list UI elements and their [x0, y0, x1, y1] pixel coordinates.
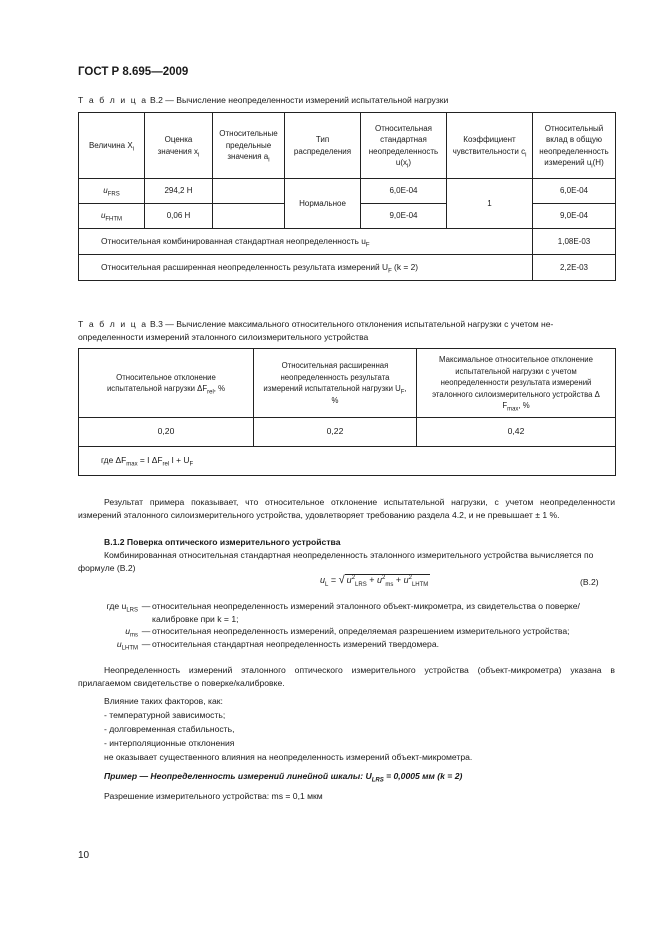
cell-quantity: $u_{FHTM}$: [79, 204, 145, 229]
cell-sens-coef: 1: [447, 179, 533, 229]
cell-rel-limits: [213, 204, 285, 229]
header-expanded-unc: Относительная расширенная неопределенность результата измерений испытательной нагрузки $U_F$, %: [254, 349, 417, 418]
factors-intro: Влияние таких факторов, как:: [104, 696, 223, 706]
table-b3-caption-line2: определенности измерений эталонного силоизмерительного устройства: [78, 332, 369, 342]
example-line: Пример — Неопределенность измерений линейной шкалы: $U_{LRS} = 0,0005$ мм (k = 2): [104, 771, 463, 784]
factor-item: - долговременная стабильность,: [104, 724, 235, 734]
table-row: [79, 179, 616, 204]
table-b3-note-row: [79, 447, 616, 476]
header-dist-type: Тип распределения: [285, 113, 361, 179]
table-row-expanded: [79, 255, 616, 281]
table-b3: [78, 348, 616, 476]
table-b2-caption-word: Т а б л и ц а: [78, 95, 148, 105]
cell-dist-type: Нормальное: [285, 179, 361, 229]
cell-rel-limits: [213, 179, 285, 204]
where-item: $u_{ms}$ — относительная неопределенность измерений, определяемая разрешением измерительного устройства;: [125, 626, 570, 639]
header-contribution: Относительный вклад в общую неопределенность измерений $u_i(H)$: [533, 113, 616, 179]
expanded-value: 2,2E-03: [533, 255, 616, 281]
micrometer-paragraph: Неопределенность измерений эталонного оптического измерительного устройства (объект-микрометра) указана в прилагаемом свидетельстве о поверке/калибровке.: [78, 665, 615, 688]
combined-intro: Комбинированная относительная стандартная неопределенность эталонного измерительного устройства вычисляется по формуле (В.2): [78, 550, 594, 573]
header-rel-deviation: Относительное отклонение испытательной нагрузки $\Delta F_{rel}$, %: [79, 349, 254, 418]
where-list: [78, 600, 618, 650]
table-b3-note: где $\Delta F_{max} = I$ $\Delta F_{rel}$ $I + U_F$: [79, 447, 616, 476]
factors-conclusion: не оказывает существенного влияния на неопределенность измерений объект-микрометра.: [104, 752, 473, 762]
cell-rel-deviation: 0,20: [79, 418, 254, 447]
section-heading: В.1.2 Поверка оптического измерительного устройства: [104, 537, 341, 547]
table-b2: [78, 112, 616, 281]
table-b2-header-row: [79, 113, 616, 179]
result-paragraph: Результат примера показывает, что относительное отклонение испытательной нагрузки, с учетом неопределенности измерений эталонного силоизмерительного устройства, удовлетворяет требованию раздела 4.2, и не превышает ± 1 %.: [78, 497, 615, 520]
combined-value: 1,08E-03: [533, 229, 616, 255]
cell-estimate: 0,06 Н: [145, 204, 213, 229]
header-estimate: Оценка значения $x_i$: [145, 113, 213, 179]
header-quantity: Величина $X_i$: [79, 113, 145, 179]
table-b2-caption-text: В.2 — Вычисление неопределенности измерений испытательной нагрузки: [147, 95, 449, 105]
cell-estimate: 294,2 Н: [145, 179, 213, 204]
combined-label: Относительная комбинированная стандартная неопределенность $u_F$: [79, 229, 533, 255]
expanded-label: Относительная расширенная неопределенность результата измерений $U_F$ (k = 2): [79, 255, 533, 281]
header-rel-limits: Относительные предельные значения $a_i$: [213, 113, 285, 179]
table-b3-header-row: [79, 349, 616, 418]
header-max-deviation: Максимальное относительное отклонение испытательной нагрузки с учетом неопределенности результата измерений эталонного силоизмерительного устройства Δ $F_{max}$, %: [417, 349, 616, 418]
standard-header: ГОСТ Р 8.695—2009: [78, 66, 189, 78]
table-row: [79, 418, 616, 447]
cell-contribution: 6,0E-04: [533, 179, 616, 204]
header-rel-std-unc: Относительная стандартная неопределенность $u(x_i)$: [361, 113, 447, 179]
table-row-combined: [79, 229, 616, 255]
cell-rel-std: 9,0E-04: [361, 204, 447, 229]
formula-number: (В.2): [580, 577, 599, 587]
where-item: $u_{LHTM}$ — относительная стандартная неопределенность измерений твердомера.: [116, 638, 440, 652]
cell-rel-std: 6,0E-04: [361, 179, 447, 204]
factor-item: - температурной зависимость;: [104, 710, 226, 720]
resolution-line: Разрешение измерительного устройства: ms = 0,1 мкм: [104, 791, 323, 801]
cell-quantity: $u_{FRS}$: [79, 179, 145, 204]
where-item: где $u_{LRS}$ — относительная неопределенность измерений эталонного объект-микрометра, из свидетельства о поверке/калибровке при k = 1;: [106, 601, 580, 624]
cell-contribution: 9,0E-04: [533, 204, 616, 229]
table-b3-caption-line1: В.3 — Вычисление максимального относительного отклонения испытательной нагрузки с учетом не-: [147, 319, 554, 329]
table-b2-caption: [78, 94, 448, 107]
table-b3-caption: [78, 318, 618, 344]
formula-b2: $u_L$ = √ $u^2_{LRS} + u^2_{ms} + u^2_{LHTM}$: [320, 574, 429, 588]
cell-max-deviation: 0,42: [417, 418, 616, 447]
table-b3-caption-word: Т а б л и ц а: [78, 319, 148, 329]
cell-expanded-unc: 0,22: [254, 418, 417, 447]
header-sens-coef: Коэффициент чувствительности $c_i$: [447, 113, 533, 179]
page-number: 10: [78, 850, 90, 861]
factor-item: - интерполяционные отклонения: [104, 738, 235, 748]
